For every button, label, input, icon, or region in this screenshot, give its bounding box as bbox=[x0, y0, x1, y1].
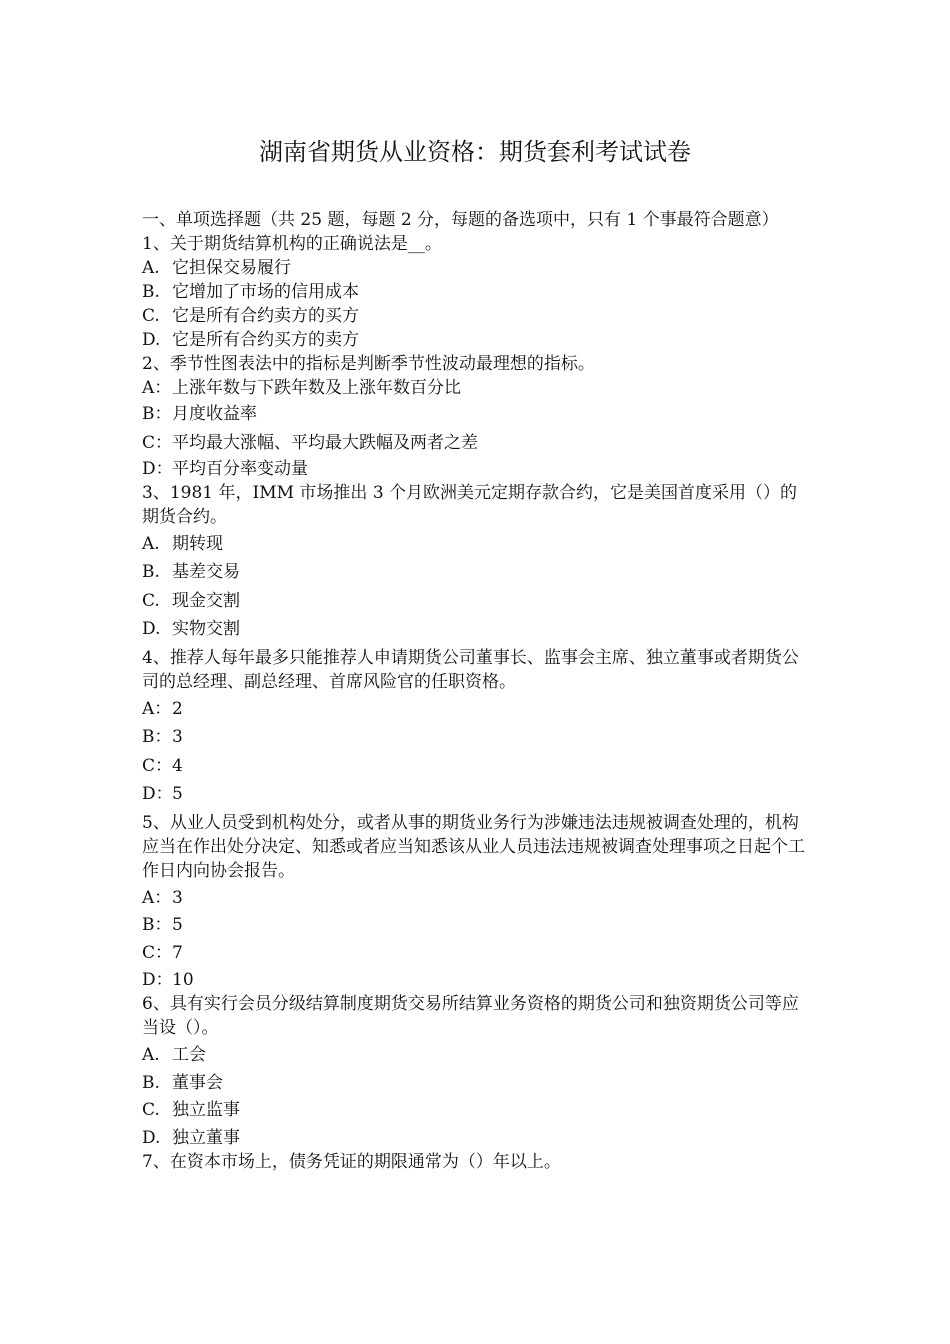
option bbox=[142, 304, 807, 328]
option-letter: A： bbox=[142, 698, 172, 719]
option-letter: B： bbox=[142, 915, 172, 935]
option-letter: C. bbox=[142, 590, 160, 611]
option bbox=[142, 376, 807, 402]
option-letter: D： bbox=[142, 784, 173, 804]
option-letter: D： bbox=[142, 970, 173, 990]
option-text: 它是所有合约买方的卖方 bbox=[172, 330, 359, 350]
option-text: 它增加了市场的信用成本 bbox=[172, 282, 359, 302]
option-letter: A. bbox=[142, 533, 160, 554]
option-text: 现金交割 bbox=[172, 590, 240, 611]
option-text: 实物交割 bbox=[172, 619, 240, 639]
option bbox=[142, 1098, 807, 1126]
option bbox=[142, 457, 807, 481]
option bbox=[142, 782, 807, 811]
option bbox=[142, 256, 807, 280]
option bbox=[142, 532, 807, 561]
option bbox=[142, 280, 807, 304]
option-letter: C. bbox=[142, 1100, 160, 1120]
option-text: 期转现 bbox=[172, 533, 223, 554]
question-stem: 2、季节性图表法中的指标是判断季节性波动最理想的指标。 bbox=[142, 354, 595, 374]
option-text: 董事会 bbox=[172, 1072, 223, 1093]
option-text: 独立监事 bbox=[172, 1100, 240, 1120]
option-letter: A. bbox=[142, 1045, 160, 1065]
option-text: 5 bbox=[172, 915, 183, 935]
option bbox=[142, 617, 807, 646]
option bbox=[142, 1043, 807, 1071]
option bbox=[142, 886, 807, 914]
option bbox=[142, 589, 807, 618]
option-letter: D. bbox=[142, 330, 161, 350]
option-letter: A： bbox=[142, 378, 172, 398]
option-text: 5 bbox=[172, 784, 183, 804]
option-text: 3 bbox=[172, 727, 183, 747]
option-text: 7 bbox=[172, 942, 183, 963]
option-text: 工会 bbox=[172, 1045, 206, 1065]
option-letter: C： bbox=[142, 432, 173, 453]
option-text: 基差交易 bbox=[172, 562, 240, 582]
option-letter: B. bbox=[142, 1072, 160, 1093]
option-letter: C. bbox=[142, 306, 160, 326]
option bbox=[142, 1071, 807, 1099]
option bbox=[142, 697, 807, 726]
option-letter: A. bbox=[142, 258, 160, 278]
option bbox=[142, 968, 807, 992]
question-stem: 4、推荐人每年最多只能推荐人申请期货公司董事长、监事会主席、独立董事或者期货公司的总经理、副总经理、首席风险官的任职资格。 bbox=[142, 647, 799, 692]
option-text: 2 bbox=[172, 698, 183, 719]
option bbox=[142, 725, 807, 754]
section-heading: 一、单项选择题（共 25 题，每题 2 分，每题的备选项中，只有 1 个事最符合题意） bbox=[142, 210, 779, 230]
option bbox=[142, 1126, 807, 1150]
question-stem: 3、1981 年，IMM 市场推出 3 个月欧洲美元定期存款合约，它是美国首度采用（）的期货合约。 bbox=[142, 482, 798, 527]
option bbox=[142, 328, 807, 352]
option-letter: C： bbox=[142, 942, 173, 963]
option-text: 10 bbox=[172, 970, 194, 990]
question-stem: 5、从业人员受到机构处分，或者从事的期货业务行为涉嫌违法违规被调查处理的，机构应当在作出处分决定、知悉或者应当知悉该从业人员违法违规被调查处理事项之日起个工作日内向协会报告。 bbox=[142, 812, 805, 881]
option-letter: D. bbox=[142, 619, 161, 639]
option-letter: B： bbox=[142, 727, 172, 747]
option bbox=[142, 754, 807, 783]
exam-content bbox=[142, 208, 807, 1174]
option bbox=[142, 941, 807, 969]
option-letter: D： bbox=[142, 458, 173, 479]
question-stem: 1、关于期货结算机构的正确说法是__。 bbox=[142, 234, 442, 254]
option bbox=[142, 431, 807, 457]
option-text: 平均百分率变动量 bbox=[172, 458, 308, 479]
option-text: 4 bbox=[172, 755, 183, 776]
option-text: 3 bbox=[172, 887, 183, 908]
option-letter: B： bbox=[142, 404, 172, 424]
question-stem: 6、具有实行会员分级结算制度期货交易所结算业务资格的期货公司和独资期货公司等应当设（）。 bbox=[142, 994, 799, 1038]
option-letter: C： bbox=[142, 755, 173, 776]
option-text: 独立董事 bbox=[172, 1127, 240, 1148]
option-text: 上涨年数与下跌年数及上涨年数百分比 bbox=[172, 378, 461, 398]
option-letter: D. bbox=[142, 1127, 161, 1148]
option bbox=[142, 913, 807, 941]
question-stem: 7、在资本市场上，债务凭证的期限通常为（）年以上。 bbox=[142, 1151, 561, 1172]
option-letter: A： bbox=[142, 887, 172, 908]
option-letter: B. bbox=[142, 562, 160, 582]
page-title: 湖南省期货从业资格：期货套利考试试卷 bbox=[259, 138, 691, 166]
option-text: 它担保交易履行 bbox=[172, 258, 291, 278]
option-text: 平均最大涨幅、平均最大跌幅及两者之差 bbox=[172, 432, 478, 453]
option bbox=[142, 560, 807, 589]
option-letter: B. bbox=[142, 282, 160, 302]
option-text: 它是所有合约卖方的买方 bbox=[172, 306, 359, 326]
option bbox=[142, 402, 807, 431]
option-text: 月度收益率 bbox=[172, 404, 257, 424]
